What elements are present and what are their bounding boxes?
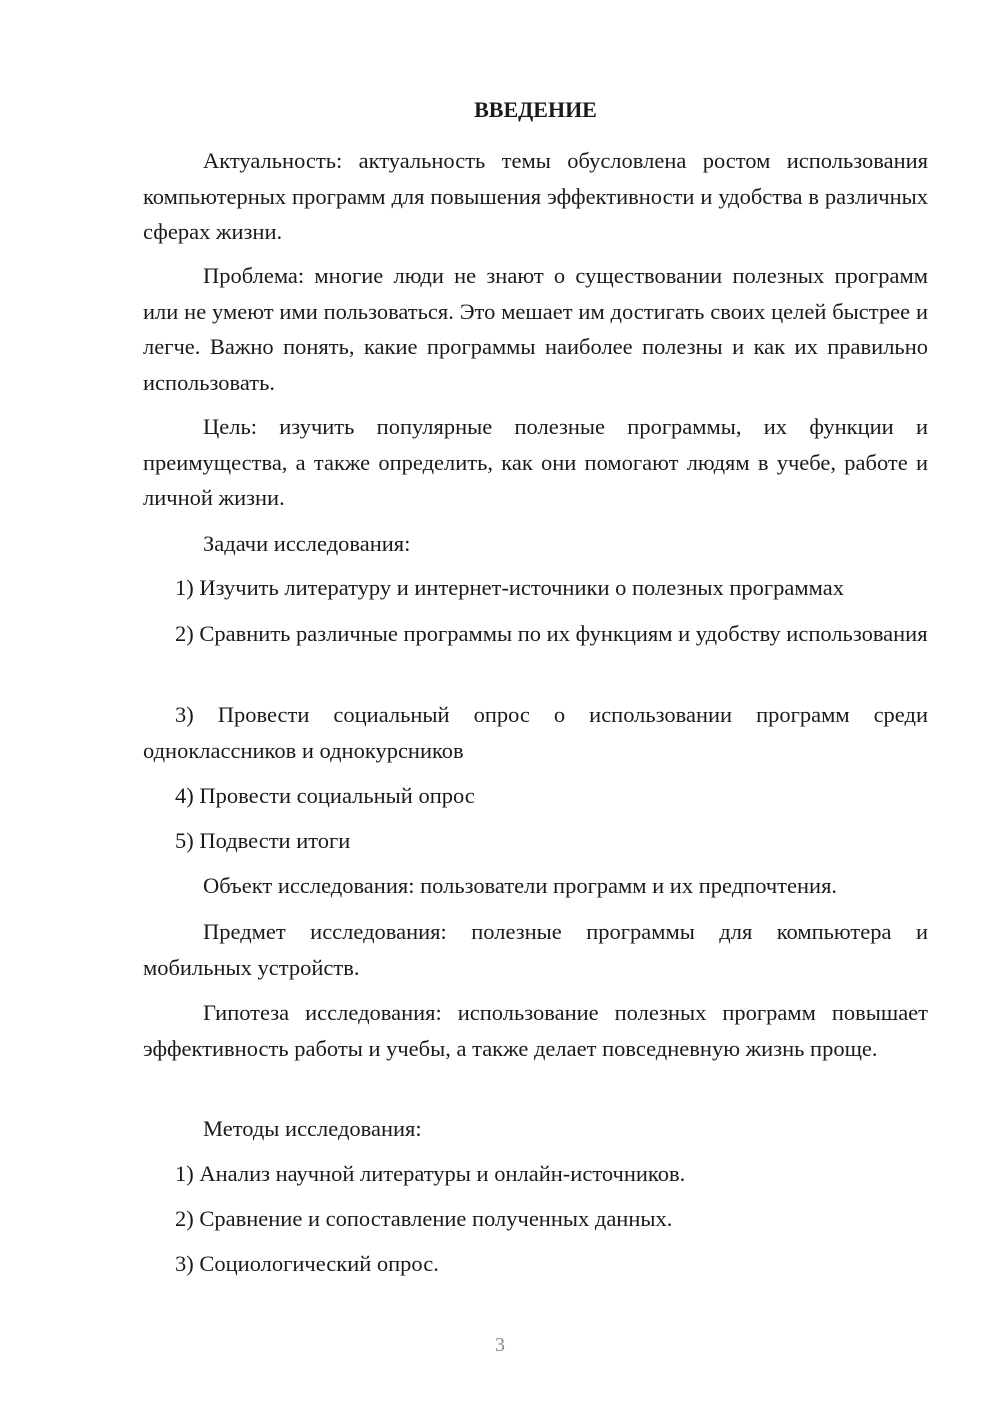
page-title: ВВЕДЕНИЕ [474,97,597,122]
paragraph-subject: Предмет исследования: полезные программы для компьютера и мобильных устройств. [143,919,928,980]
paragraph-goal: Цель: изучить популярные полезные программы, их функции и преимущества, а также определить, как они помогают людям в учебе, работе и личной жизни. [143,414,928,510]
list-item-task-3: 3) Провести социальный опрос о использовании программ среди одноклассников и однокурсников [143,702,928,763]
list-item-task-5: 5) Подвести итоги [175,828,351,853]
list-item-method-1: 1) Анализ научной литературы и онлайн-источников. [175,1161,686,1186]
page-number: 3 [495,1334,505,1356]
paragraph-hypothesis: Гипотеза исследования: использование полезных программ повышает эффективность работы и учебы, а также делает повседневную жизнь проще. [143,1000,928,1061]
paragraph-relevance: Актуальность: актуальность темы обусловлена ростом использования компьютерных программ для повышения эффективности и удобства в различных сферах жизни. [143,148,928,244]
paragraph-methods-heading: Методы исследования: [203,1116,422,1141]
list-item-method-3: 3) Социологический опрос. [175,1251,439,1276]
paragraph-object: Объект исследования: пользователи программ и их предпочтения. [203,873,838,898]
list-item-task-1: 1) Изучить литературу и интернет-источники о полезных программах [175,575,844,600]
paragraph-problem: Проблема: многие люди не знают о существовании полезных программ или не умеют ими пользоваться. Это мешает им достигать своих целей быстрее и легче. Важно понять, какие программы наиболее полезны и как их правильно использовать. [143,263,928,395]
list-item-task-4: 4) Провести социальный опрос [175,783,475,808]
list-item-method-2: 2) Сравнение и сопоставление полученных данных. [175,1206,673,1231]
paragraph-tasks-heading: Задачи исследования: [203,531,411,556]
list-item-task-2: 2) Сравнить различные программы по их функциям и удобству использования [175,621,928,646]
